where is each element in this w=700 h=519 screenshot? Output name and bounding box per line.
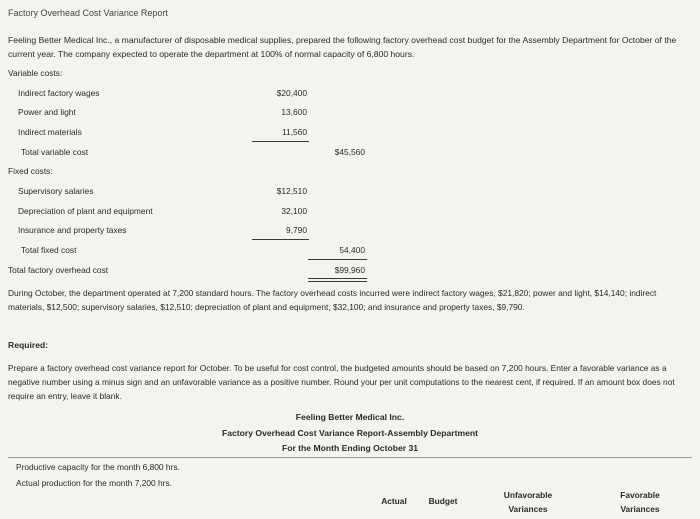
- actual-costs-text: During October, the department operated at 7,200 standard hours. The factory overhead costs incurred were indirect factory wages, $21,820; power and light, $14,140; indirect materials, $12,500; supervisory salaries, $12,510; depreciation of plant and equipment, $32,100; and insurance and property taxes, $9,790.: [8, 288, 657, 312]
- line-amount: 13,600: [281, 107, 307, 117]
- subtotal-rule: [252, 141, 309, 142]
- problem-intro: Feeling Better Medical Inc., a manufacturer of disposable medical supplies, prepared the following factory overhead cost budget for the Assembly Department for October of the current year. The company expected to operate the department at 100% of normal capacity of 6,800 hours.: [8, 35, 677, 59]
- col-header-unfavorable-sub: Variances: [508, 504, 548, 514]
- total-fixed-amount: 54,400: [339, 245, 365, 255]
- line-amount: 32,100: [281, 206, 307, 216]
- total-variable-amount: $45,560: [334, 147, 365, 157]
- line-label: Depreciation of plant and equipment: [18, 206, 153, 216]
- line-label: Power and light: [18, 107, 76, 117]
- double-rule-bottom: [308, 281, 367, 282]
- total-fixed-label: Total fixed cost: [21, 245, 77, 255]
- total-rule: [308, 259, 367, 260]
- line-label: Supervisory salaries: [18, 186, 94, 196]
- line-label: Insurance and property taxes: [18, 225, 127, 235]
- total-overhead-amount: $99,960: [334, 265, 365, 275]
- line-label: Indirect factory wages: [18, 88, 100, 98]
- actual-production-text: Actual production for the month 7,200 hrs.: [16, 478, 172, 488]
- report-period: For the Month Ending October 31: [281, 443, 419, 453]
- required-instructions: Prepare a factory overhead cost variance report for October. To be useful for cost control, the budgeted amounts should be based on 7,200 hours. Enter a favorable variance as a negative number using a minus sign and an unfavorable variance as a positive number. Round your per unit computations to the nearest cent, if required. If an amount box does not require an entry, leave it blank.: [8, 363, 675, 401]
- col-header-budget: Budget: [428, 496, 458, 506]
- fixed-costs-heading: Fixed costs:: [8, 166, 53, 176]
- col-header-favorable-sub: Variances: [620, 504, 660, 514]
- col-header-favorable: Favorable: [620, 490, 660, 500]
- total-overhead-label: Total factory overhead cost: [8, 265, 109, 275]
- line-amount: 9,790: [286, 225, 307, 235]
- line-amount: 11,560: [282, 127, 307, 137]
- col-header-actual: Actual: [381, 496, 407, 506]
- required-label: Required:: [8, 340, 49, 350]
- line-amount: $12,510: [276, 186, 307, 196]
- report-divider: [8, 457, 692, 458]
- line-amount: $20,400: [276, 88, 307, 98]
- line-label: Indirect materials: [18, 127, 82, 137]
- report-company: Feeling Better Medical Inc.: [295, 412, 405, 422]
- page-title: Factory Overhead Cost Variance Report: [8, 8, 168, 18]
- variable-costs-heading: Variable costs:: [8, 68, 63, 78]
- double-rule-top: [308, 278, 367, 279]
- capacity-text: Productive capacity for the month 6,800 hrs.: [16, 462, 180, 472]
- report-title: Factory Overhead Cost Variance Report-Assembly Department: [222, 428, 478, 438]
- col-header-unfavorable: Unfavorable: [503, 490, 553, 500]
- total-variable-label: Total variable cost: [21, 147, 89, 157]
- subtotal-rule: [252, 239, 309, 240]
